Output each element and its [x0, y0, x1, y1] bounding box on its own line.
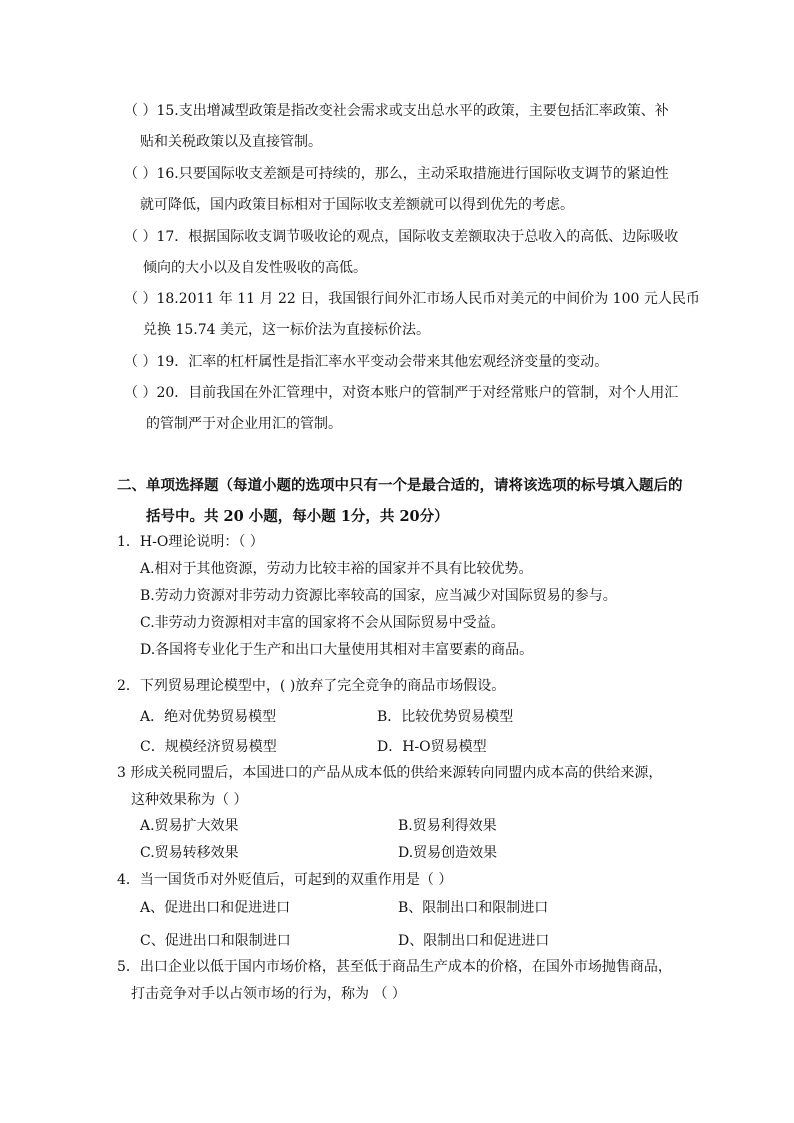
q17-line1: （ ）17．根据国际收支调节吸收论的观点，国际收支差额取决于总收入的高低、边际吸收: [124, 229, 679, 245]
q18-line1: （ ）18.2011 年 11 月 22 日，我国银行间外汇市场人民币对美元的中间价为 100 元人民币: [124, 291, 700, 307]
q16-line2: 就可降低，国内政策目标相对于国际收支差额就可以得到优先的考虑。: [140, 197, 574, 213]
mc-q3-stem-line2: 这种效果称为（ ）: [131, 792, 248, 808]
q20-line1: （ ）20．目前我国在外汇管理中，对资本账户的管制严于对经常账户的管制，对个人用汇: [124, 385, 679, 401]
section2-heading-line2: 括号中。共 20 小题，每小题 1分，共 20分）: [146, 508, 449, 525]
mc-q5-stem-line1: 5．出口企业以低于国内市场价格，甚至低于商品生产成本的价格，在国外市场抛售商品，: [117, 959, 672, 975]
mc-q4-option-d: D、限制出口和促进进口: [398, 933, 550, 949]
mc-q4-option-c: C、促进出口和限制进口: [140, 933, 291, 949]
q20-line2: 的管制严于对企业用汇的管制。: [146, 416, 342, 432]
mc-q3-option-a: A.贸易扩大效果: [140, 818, 239, 834]
mc-q1-option-d: D.各国将专业化于生产和出口大量使用其相对丰富要素的商品。: [140, 642, 534, 658]
mc-q4-option-a: A、促进出口和促进进口: [140, 900, 291, 916]
mc-q4-option-b: B、限制出口和限制进口: [398, 900, 549, 916]
mc-q2-option-a: A．绝对优势贸易模型: [140, 709, 277, 725]
q17-line2: 倾向的大小以及自发性吸收的高低。: [143, 260, 367, 276]
mc-q2-option-c: C．规模经济贸易模型: [140, 739, 277, 755]
mc-q5-stem-line2: 打击竞争对手以占领市场的行为，称为 （ ）: [131, 986, 406, 1002]
mc-q4-stem: 4．当一国货币对外贬值后，可起到的双重作用是（ ）: [117, 872, 453, 888]
q15-line2: 贴和关税政策以及直接管制。: [140, 134, 322, 150]
q18-line2: 兑换 15.74 美元，这一标价法为直接标价法。: [143, 322, 430, 338]
mc-q1-option-a: A.相对于其他资源，劳动力比较丰裕的国家并不具有比较优势。: [140, 561, 533, 577]
mc-q3-stem-line1: 3 形成关税同盟后，本国进口的产品从成本低的供给来源转向同盟内成本高的供给来源，: [117, 765, 663, 781]
mc-q1-option-b: B.劳动力资源对非劳动力资源比率较高的国家，应当减少对国际贸易的参与。: [140, 588, 617, 604]
mc-q3-option-b: B.贸易利得效果: [398, 818, 497, 834]
mc-q2-option-b: B．比较优势贸易模型: [377, 709, 514, 725]
mc-q2-option-d: D．H-O贸易模型: [377, 739, 487, 755]
mc-q2-stem: 2．下列贸易理论模型中，( )放弃了完全竞争的商品市场假设。: [117, 678, 506, 694]
mc-q3-option-d: D.贸易创造效果: [398, 845, 498, 861]
mc-q1-stem: 1．H-O理论说明：（ ）: [117, 534, 264, 550]
mc-q1-option-c: C.非劳动力资源相对丰富的国家将不会从国际贸易中受益。: [140, 615, 505, 631]
q15-line1: （ ）15.支出增减型政策是指改变社会需求或支出总水平的政策，主要包括汇率政策、补: [124, 103, 669, 119]
q19-line1: （ ）19．汇率的杠杆属性是指汇率水平变动会带来其他宏观经济变量的变动。: [124, 354, 609, 370]
q16-line1: （ ）16.只要国际收支差额是可持续的，那么，主动采取措施进行国际收支调节的紧迫性: [124, 166, 669, 182]
section2-heading-line1: 二、单项选择题（每道小题的选项中只有一个是最合适的，请将该选项的标号填入题后的: [117, 477, 683, 494]
mc-q3-option-c: C.贸易转移效果: [140, 845, 239, 861]
